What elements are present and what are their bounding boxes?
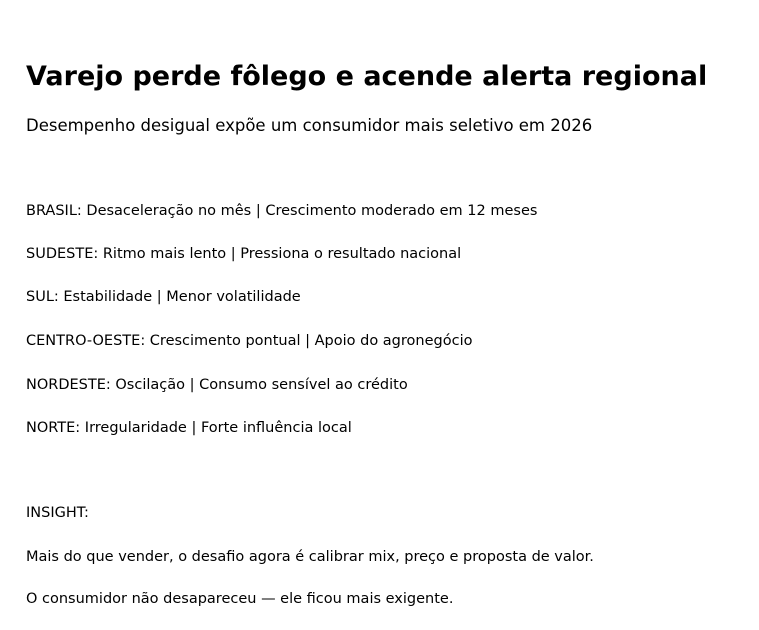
insight-line: Mais do que vender, o desafio agora é calibrar mix, preço e proposta de valor. <box>26 549 594 565</box>
page-subtitle: Desempenho desigual expõe um consumidor mais seletivo em 2026 <box>26 116 593 135</box>
region-line-centro-oeste: CENTRO-OESTE: Crescimento pontual | Apoio do agronegócio <box>26 333 473 349</box>
region-line-norte: NORTE: Irregularidade | Forte influência local <box>26 420 352 436</box>
region-line-nordeste: NORDESTE: Oscilação | Consumo sensível ao crédito <box>26 377 408 393</box>
region-line-sul: SUL: Estabilidade | Menor volatilidade <box>26 289 301 305</box>
region-line-brasil: BRASIL: Desaceleração no mês | Crescimento moderado em 12 meses <box>26 203 538 219</box>
insight-line: O consumidor não desapareceu — ele ficou mais exigente. <box>26 591 454 607</box>
region-line-sudeste: SUDESTE: Ritmo mais lento | Pressiona o resultado nacional <box>26 246 462 262</box>
page-title: Varejo perde fôlego e acende alerta regional <box>26 61 708 92</box>
insight-label: INSIGHT: <box>26 505 89 521</box>
